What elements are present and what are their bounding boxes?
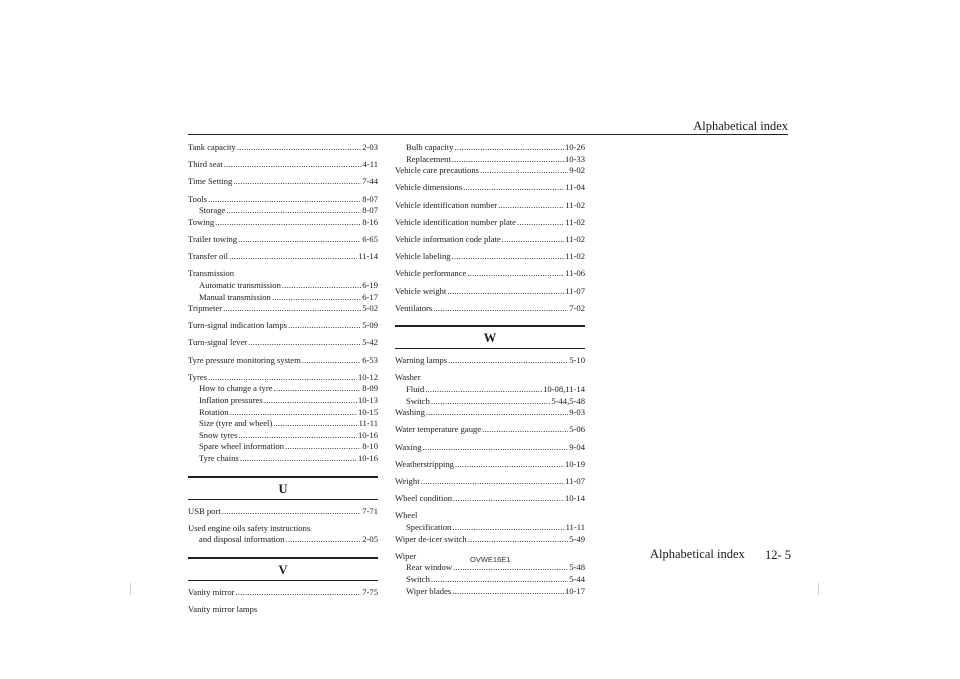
- index-entry: [395, 217, 585, 229]
- crop-mark: [818, 583, 819, 595]
- entry-label: Warning lamps: [395, 355, 448, 366]
- entry-label: Storage: [199, 205, 226, 216]
- index-subentry: [395, 574, 585, 586]
- index-entry: [395, 424, 585, 436]
- index-heading: Wiper: [395, 550, 417, 561]
- index-entry: [395, 251, 585, 263]
- page-reference: 10-16: [357, 453, 378, 463]
- dot-leader: [468, 534, 569, 546]
- page-reference: 4-11: [362, 159, 378, 170]
- page-reference: 10-16: [357, 429, 378, 440]
- page-reference: 10-26: [564, 142, 585, 152]
- page-reference: 8-10: [362, 441, 378, 452]
- index-entry: [395, 165, 585, 177]
- index-subentry: [188, 292, 378, 304]
- index-entry: [188, 320, 378, 332]
- dot-leader: [240, 453, 357, 465]
- page-reference: 7-75: [362, 586, 378, 597]
- dot-leader: [433, 303, 568, 315]
- dot-leader: [248, 337, 361, 349]
- index-subentry: [188, 441, 378, 453]
- entry-label: Switch: [406, 395, 430, 406]
- page-reference: 5-02: [362, 303, 378, 314]
- page-reference: 10-17: [564, 585, 585, 596]
- page-reference: 11-02: [565, 233, 585, 244]
- page-reference: 6-17: [362, 291, 378, 302]
- page-reference: 2-05: [362, 534, 378, 545]
- index-subentry: [395, 562, 585, 574]
- entry-label: Turn-signal lever: [188, 337, 248, 348]
- entry-label: Vehicle labeling: [395, 251, 451, 262]
- dot-leader: [285, 534, 361, 546]
- page-reference: 10-08,11-14: [543, 384, 585, 395]
- entry-label: Tripmeter: [188, 303, 223, 314]
- index-subentry: [395, 522, 585, 534]
- index-subentry: [188, 534, 378, 546]
- index-subentry: [395, 142, 585, 154]
- entry-label: Automatic transmission: [199, 279, 281, 290]
- dot-leader: [425, 384, 542, 396]
- entry-label: Tools: [188, 193, 207, 204]
- letter-section-header: [188, 476, 378, 500]
- page-number: 12- 5: [765, 548, 792, 562]
- index-entry: [395, 476, 585, 488]
- index-subentry: [395, 384, 585, 396]
- dot-leader: [208, 372, 357, 384]
- footer-title: Alphabetical index: [650, 547, 745, 561]
- page-reference: 11-07: [565, 476, 585, 486]
- entry-label: Vehicle identification number: [395, 199, 498, 210]
- index-entry: [395, 303, 585, 315]
- entry-label: Tyre pressure monitoring system: [188, 354, 301, 365]
- index-entry: [395, 459, 585, 471]
- index-heading: Washer: [395, 372, 421, 383]
- entry-label: Weatherstripping: [395, 458, 454, 469]
- index-entry: [188, 194, 378, 206]
- dot-leader: [208, 194, 361, 206]
- page-reference: 7-44: [362, 176, 378, 187]
- entry-label: Size (tyre and wheel): [199, 418, 273, 429]
- dot-leader: [229, 251, 357, 263]
- index-heading: Wheel: [395, 510, 418, 521]
- dot-leader: [421, 476, 565, 488]
- header-rule: [188, 134, 788, 135]
- page-reference: 5-44,5-48: [551, 395, 585, 406]
- index-subentry: [395, 586, 585, 598]
- entry-label: Specification: [406, 521, 452, 532]
- index-subentry: [188, 407, 378, 419]
- section-letter: V: [278, 562, 288, 577]
- entry-label: Transfer oil: [188, 251, 229, 262]
- dot-leader: [273, 418, 357, 430]
- entry-label: Vehicle identification number plate: [395, 216, 516, 227]
- page-reference: 5-06: [569, 424, 585, 435]
- dot-leader: [282, 280, 361, 292]
- page-reference: 7-02: [569, 302, 585, 313]
- entry-label: How to change a tyre: [199, 383, 273, 394]
- page-reference: 5-44: [569, 573, 585, 584]
- dot-leader: [482, 424, 568, 436]
- section-rule-bottom: [188, 499, 378, 500]
- dot-leader: [431, 396, 550, 408]
- dot-leader: [224, 159, 362, 171]
- index-entry: [395, 493, 585, 505]
- entry-label: Ventilators: [395, 302, 433, 313]
- page-reference: 8-07: [362, 205, 378, 216]
- index-subentry: [395, 396, 585, 408]
- dot-leader: [222, 506, 362, 518]
- entry-label: Vehicle care precautions: [395, 165, 479, 176]
- index-subentry: [188, 383, 378, 395]
- page-reference: 8-07: [362, 193, 378, 204]
- dot-leader: [215, 217, 361, 229]
- index-subentry: [188, 395, 378, 407]
- entry-label: Snow tyres: [199, 429, 238, 440]
- entry-label: Tank capacity: [188, 142, 236, 152]
- dot-leader: [452, 522, 564, 534]
- page-reference: 6-19: [362, 279, 378, 290]
- entry-label: Wiper blades: [406, 585, 452, 596]
- index-entry: [188, 159, 378, 171]
- dot-leader: [233, 176, 361, 188]
- index-subentry: [188, 280, 378, 292]
- dot-leader: [426, 407, 568, 419]
- page-reference: 9-04: [569, 441, 585, 452]
- entry-label: Turn-signal indication lamps: [188, 320, 287, 331]
- page-reference: 11-02: [565, 216, 585, 227]
- index-entry: [188, 217, 378, 229]
- section-rule-bottom: [395, 348, 585, 349]
- dot-leader: [236, 587, 362, 599]
- entry-label: USB port: [188, 505, 221, 516]
- index-entry: [395, 355, 585, 367]
- dot-leader: [285, 441, 361, 453]
- page-reference: 5-42: [362, 337, 378, 348]
- page-reference: 5-48: [569, 562, 585, 573]
- page-reference: 7-71: [362, 505, 378, 516]
- index-subentry: [188, 430, 378, 442]
- dot-leader: [238, 234, 361, 246]
- index-subentry: [188, 453, 378, 465]
- index-entry: [188, 587, 378, 599]
- dot-leader: [467, 268, 564, 280]
- index-entry: [188, 303, 378, 315]
- crop-mark: [130, 583, 131, 595]
- dot-leader: [288, 320, 361, 332]
- section-letter: U: [278, 481, 288, 496]
- index-entry: [395, 286, 585, 298]
- entry-label: Inflation pressures: [199, 395, 263, 406]
- index-column-right: [395, 142, 585, 597]
- index-entry: [188, 176, 378, 188]
- page-reference: 10-33: [564, 153, 585, 164]
- dot-leader: [423, 442, 569, 454]
- dot-leader: [448, 355, 568, 367]
- index-entry: [188, 372, 378, 384]
- dot-leader: [447, 286, 564, 298]
- index-subentry: [188, 205, 378, 217]
- index-column-left: [188, 142, 378, 616]
- page-reference: 11-06: [565, 268, 585, 279]
- page-reference: 9-02: [569, 165, 585, 176]
- entry-label: Vehicle information code plate: [395, 233, 501, 244]
- entry-label: Wiper de-icer switch: [395, 533, 467, 544]
- page-reference: 10-15: [357, 406, 378, 417]
- index-entry: [395, 268, 585, 280]
- entry-label: Rotation: [199, 406, 229, 417]
- index-entry: [395, 407, 585, 419]
- section-letter: W: [483, 331, 497, 346]
- section-rule-bottom: [188, 580, 378, 581]
- index-heading: Used engine oils safety instructions: [188, 522, 311, 533]
- dot-leader: [463, 182, 564, 194]
- page-header-title: Alphabetical index: [693, 119, 788, 133]
- entry-label: Spare wheel information: [199, 441, 284, 452]
- page-reference: 10-13: [357, 395, 378, 406]
- dot-leader: [480, 165, 568, 177]
- entry-label: Third seat: [188, 159, 223, 170]
- dot-leader: [230, 407, 357, 419]
- page-reference: 8-16: [362, 216, 378, 227]
- page-reference: 6-65: [362, 233, 378, 244]
- dot-leader: [226, 205, 361, 217]
- dot-leader: [453, 493, 564, 505]
- page-reference: 11-11: [565, 521, 585, 532]
- index-entry: [395, 182, 585, 194]
- index-entry: [395, 534, 585, 546]
- entry-label: Fluid: [406, 384, 425, 395]
- dot-leader: [453, 562, 568, 574]
- index-entry: [395, 442, 585, 454]
- entry-label: Rear window: [406, 562, 453, 573]
- page-reference: 11-02: [565, 199, 585, 210]
- entry-label: Manual transmission: [199, 291, 271, 302]
- entry-label: Vehicle weight: [395, 285, 447, 296]
- dot-leader: [452, 251, 565, 263]
- dot-leader: [517, 217, 564, 229]
- index-subentry: [395, 154, 585, 166]
- entry-label: Replacement: [406, 153, 451, 164]
- index-heading: Vanity mirror lamps: [188, 604, 258, 615]
- index-subentry: [188, 418, 378, 430]
- page-reference: 2-03: [362, 142, 378, 152]
- letter-section-header: [395, 325, 585, 349]
- page-reference: 11-04: [565, 182, 585, 193]
- dot-leader: [223, 303, 361, 315]
- index-entry: [188, 251, 378, 263]
- page-reference: 11-14: [358, 251, 378, 262]
- entry-label: Vanity mirror: [188, 586, 235, 597]
- dot-leader: [237, 142, 361, 154]
- entry-label: Vehicle dimensions: [395, 182, 463, 193]
- page-reference: 11-07: [565, 285, 585, 296]
- page-reference: 10-19: [564, 458, 585, 469]
- entry-label: Wheel condition: [395, 493, 453, 504]
- index-entry: [188, 355, 378, 367]
- entry-label: Water temperature gauge: [395, 424, 482, 435]
- entry-label: Washing: [395, 407, 425, 418]
- dot-leader: [498, 200, 564, 212]
- index-entry: [188, 506, 378, 518]
- entry-label: Towing: [188, 216, 215, 227]
- entry-label: Tyre chains: [199, 453, 239, 463]
- index-entry: [188, 234, 378, 246]
- entry-label: Switch: [406, 573, 430, 584]
- dot-leader: [452, 154, 564, 166]
- page-reference: 9-03: [569, 407, 585, 418]
- page-reference: 10-14: [564, 493, 585, 504]
- page-reference: 5-49: [569, 533, 585, 544]
- entry-label: Vehicle performance: [395, 268, 467, 279]
- entry-label: Tyres: [188, 371, 207, 382]
- page-reference: 11-02: [565, 251, 585, 262]
- index-heading: Transmission: [188, 268, 235, 279]
- page-reference: 6-53: [362, 354, 378, 365]
- dot-leader: [272, 292, 361, 304]
- dot-leader: [274, 383, 362, 395]
- entry-label: Trailer towing: [188, 233, 238, 244]
- index-entry: [188, 337, 378, 349]
- page-reference: 11-11: [358, 418, 378, 429]
- dot-leader: [452, 586, 564, 598]
- dot-leader: [455, 459, 564, 471]
- dot-leader: [238, 430, 357, 442]
- page-reference: 8-09: [362, 383, 378, 394]
- page-reference: 5-10: [569, 355, 585, 366]
- page-reference: 10-12: [357, 371, 378, 382]
- entry-label: Bulb capacity: [406, 142, 454, 152]
- document-code: OVWE16E1: [470, 555, 511, 564]
- entry-label: and disposal information: [199, 534, 285, 545]
- index-entry: [188, 142, 378, 154]
- entry-label: Waxing: [395, 441, 422, 452]
- dot-leader: [455, 142, 564, 154]
- entry-label: Time Setting: [188, 176, 233, 187]
- index-entry: [395, 200, 585, 212]
- index-entry: [395, 234, 585, 246]
- page-reference: 5-09: [362, 320, 378, 331]
- dot-leader: [502, 234, 565, 246]
- dot-leader: [431, 574, 568, 586]
- entry-label: Weight: [395, 476, 420, 486]
- dot-leader: [302, 355, 361, 367]
- dot-leader: [264, 395, 357, 407]
- letter-section-header: [188, 557, 378, 581]
